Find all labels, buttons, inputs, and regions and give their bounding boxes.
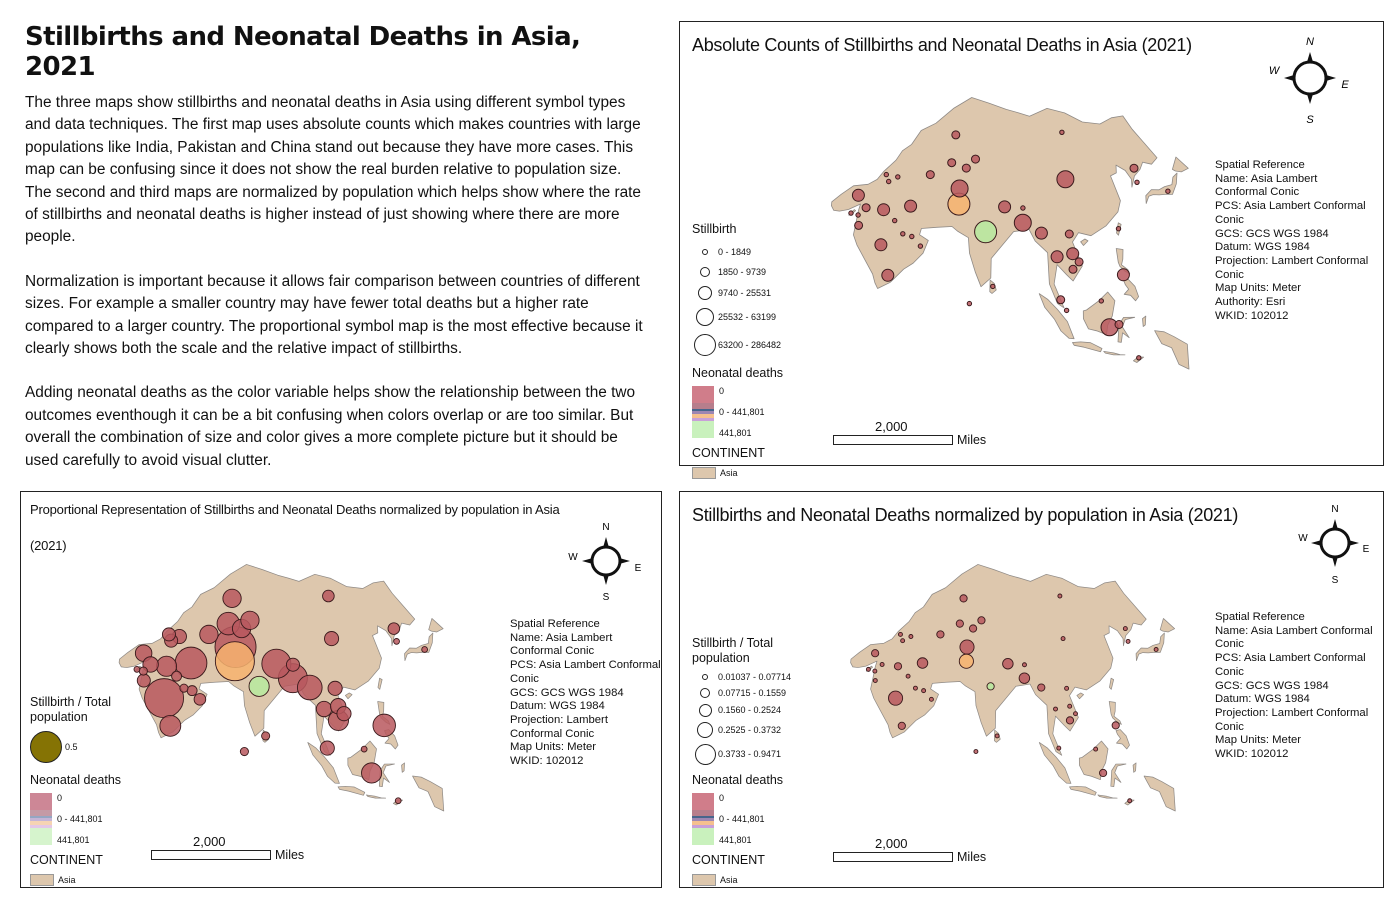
country-symbol: [901, 232, 905, 236]
country-symbol: [913, 686, 917, 690]
country-symbol: [880, 662, 884, 666]
country-symbol: [967, 301, 971, 305]
legend-continent-item: Asia: [30, 873, 121, 887]
country-symbol: [1065, 230, 1073, 238]
country-symbol: [1112, 722, 1119, 729]
country-symbol: [929, 697, 933, 701]
normalized-map-panel: Stillbirths and Neonatal Deaths normalized by population in Asia (2021) N S E W Stillbirth / Total population 0.01037 - 0.07714 0.07715 - 0.1559 0.1560 - 0.2524 0.2525 - 0.3732 0.3733 - 0.9471 Neonatal deaths 0 0 - 441,801 441,801 CONTINENT Asia Spatial Reference Name: Asia Lambert Conformal Conic PCS: Asia Lambert Conformal Conic GCS: GCS WGS 1984 Datum: WGS 1984 Projection: Lambert Conformal Conic Map Units: Meter WKID: 102012 2,000 Miles: [679, 491, 1384, 888]
legend-size-class: 9740 - 25531: [692, 282, 783, 304]
spatial-reference: Spatial Reference Name: Asia Lambert Conformal Conic PCS: Asia Lambert Conformal Conic GCS: GCS WGS 1984 Datum: WGS 1984 Projection: Lambert Conformal Conic Map Units: Meter WKID: 102012: [510, 618, 661, 768]
legend-circle: [702, 674, 708, 680]
panel-title-year: (2021): [30, 538, 67, 553]
country-symbol: [1115, 321, 1123, 329]
country-symbol: [362, 763, 382, 783]
country-symbol: [180, 684, 188, 692]
compass-w: W: [1268, 65, 1280, 77]
country-symbol: [286, 658, 299, 671]
country-symbol: [905, 200, 917, 212]
land-shape: [1144, 776, 1175, 811]
country-symbol: [1057, 746, 1061, 750]
land-shape: [405, 633, 433, 661]
panel-title: Stillbirths and Neonatal Deaths normalized by population in Asia (2021): [692, 505, 1239, 525]
asia-land: [831, 98, 1189, 370]
country-symbol: [849, 211, 853, 215]
country-symbol: [894, 663, 901, 670]
country-symbol: [422, 647, 428, 653]
legend-size-class: 0 - 1849: [692, 242, 783, 262]
panel-title: Absolute Counts of Stillbirths and Neonatal Deaths in Asia (2021): [692, 35, 1192, 55]
country-symbol: [1137, 356, 1141, 360]
compass-rose-icon: [1295, 498, 1375, 590]
country-symbol: [1019, 673, 1030, 684]
country-symbol: [337, 707, 351, 721]
legend-circle: [697, 722, 713, 738]
country-symbol: [896, 175, 900, 179]
country-symbol: [871, 650, 878, 657]
country-symbol: [1135, 180, 1139, 184]
country-symbol: [1021, 206, 1025, 210]
land-shape: [1070, 786, 1097, 795]
country-symbol: [978, 617, 985, 624]
legend-size-class: 63200 - 286482: [692, 330, 783, 360]
country-symbol: [394, 638, 400, 644]
compass-s: S: [1306, 114, 1314, 126]
country-symbol: [893, 218, 897, 222]
country-symbol: [187, 686, 197, 696]
country-symbol: [172, 671, 182, 681]
land-shape: [1111, 764, 1126, 787]
country-symbol: [960, 595, 967, 602]
land-shape: [1081, 239, 1088, 246]
country-symbol: [1065, 686, 1069, 690]
country-symbol: [145, 679, 184, 718]
country-symbol: [1069, 265, 1077, 273]
intro-paragraph-3: Adding neonatal deaths as the color variable helps show the relationship between the two outcomes eventhough it can be a bit confusing when colors overlap or are too similar. But overall the combination of size and color gives a more complete picture but it should be used carefully to avoid visual clutter.: [25, 384, 636, 469]
legend-neonatal-ramp: 0 0 - 441,801 441,801: [692, 386, 783, 438]
legend-neonatal-ramp: 0 0 - 441,801 441,801: [30, 793, 121, 845]
country-symbol: [1035, 227, 1047, 239]
land-shape: [1077, 693, 1084, 699]
land-shape: [1160, 618, 1174, 632]
legend-neonatal-ramp: 0 0 - 441,801 441,801: [692, 793, 791, 845]
country-symbol: [962, 164, 970, 172]
country-symbol: [162, 628, 175, 641]
country-symbol: [884, 172, 888, 176]
legend-continent-item: Asia: [692, 466, 783, 480]
country-symbol: [951, 180, 968, 197]
absolute-counts-map-panel: Absolute Counts of Stillbirths and Neonatal Deaths in Asia (2021) N S E W Stillbirth 0 - 1849 1850 - 9739 9740 - 25531 25532 - 63199 63200 - 286482 Neonatal deaths 0 0 - 441,801 441,801 CONTINENT Asia Spatial Reference Name: Asia Lambert Conformal Conic PCS: Asia Lambert Conformal Conic GCS: GCS WGS 1984 Datum: WGS 1984 Projection: Lambert Conformal Conic Map Units: Meter Authority: Esri WKID: 102012 2,000 Miles: [679, 21, 1384, 466]
country-symbol: [956, 620, 963, 627]
country-symbol: [873, 679, 877, 683]
country-symbol: [972, 155, 980, 163]
legend-ratio-title: Stillbirth / Total population: [30, 695, 112, 724]
spatial-reference: Spatial Reference Name: Asia Lambert Conformal Conic PCS: Asia Lambert Conformal Conic GCS: GCS WGS 1984 Datum: WGS 1984 Projection: Lambert Conformal Conic Map Units: Meter Authority: Esri WKID: 102012: [1215, 159, 1369, 322]
legend-circle: [695, 744, 716, 765]
country-symbol: [856, 213, 860, 217]
page-title: Stillbirths and Neonatal Deaths in Asia, 2021: [25, 22, 581, 82]
country-symbol: [910, 234, 914, 238]
country-symbol: [1060, 130, 1064, 134]
land-shape: [1143, 316, 1146, 326]
country-symbol: [991, 284, 995, 288]
compass-e: E: [1341, 79, 1349, 91]
land-shape: [345, 693, 352, 699]
proportional-map-panel: Proportional Representation of Stillbirths and Neonatal Deaths normalized by population in Asia (2021) N S E W Stillbirth / Total population 0.5 Neonatal deaths 0 0 - 441,801 441,801 CONTINENT Asia Spatial Reference Name: Asia Lambert Conformal Conic PCS: Asia Lambert Conformal Conic GCS: GCS WGS 1984 Datum: WGS 1984 Projection: Lambert Conformal Conic Map Units: Meter WKID: 102012 2,000 Miles: [20, 491, 662, 888]
country-symbol: [361, 746, 367, 752]
compass-rose-icon: [1270, 30, 1350, 125]
compass-n: N: [1306, 36, 1314, 48]
land-shape: [366, 795, 385, 798]
country-symbol: [1094, 747, 1098, 751]
country-symbol: [1075, 258, 1083, 266]
land-shape: [831, 98, 1157, 308]
country-symbol: [1058, 594, 1062, 598]
country-symbol: [926, 171, 934, 179]
country-symbol: [324, 632, 338, 646]
intro-paragraph-1: The three maps show stillbirths and neonatal deaths in Asia using different symbol types and data techniques. The first map uses absolute counts which makes countries with large populations like India, Pakistan and China stand out because they have more cases. This map can be confusing since it does not show the real burden relative to population size. The second and third maps are normalized by population which helps show where the rate of stillbirths and neonatal deaths is higher instead of just showing where there are more people.: [25, 94, 641, 246]
country-symbol: [862, 204, 870, 212]
legend-circle: [694, 334, 716, 356]
legend-size-class: 0.3733 - 0.9471: [692, 741, 791, 767]
compass-n: N: [602, 522, 610, 533]
country-symbol: [906, 674, 910, 678]
asia-map: [820, 534, 1260, 879]
country-symbol: [262, 732, 270, 740]
land-shape: [1098, 795, 1117, 798]
legend-size-class: 0.2525 - 0.3732: [692, 719, 791, 741]
intro-section: [25, 22, 650, 494]
country-symbol: [960, 640, 974, 654]
land-shape: [1133, 763, 1136, 772]
country-symbol: [937, 631, 944, 638]
country-symbol: [1099, 299, 1103, 303]
intro-paragraph-2: Normalization is important because it allows fair comparison between countries of different sizes. For example a smaller country may have fewer total deaths but a higher rate compared to a larger country. The proportional symbol map is the most effective because it clearly shows both the scale and the relative impact of stillbirths.: [25, 272, 643, 358]
map-legend: [30, 695, 121, 887]
country-symbol: [855, 221, 863, 229]
legend-circle: [30, 731, 62, 763]
land-shape: [1116, 730, 1130, 749]
country-symbol: [878, 204, 890, 216]
country-symbol: [1128, 799, 1132, 803]
country-symbol: [1126, 639, 1130, 643]
legend-size-class: 0.5: [30, 729, 121, 765]
land-shape: [413, 776, 444, 811]
country-symbol: [866, 667, 870, 671]
land-shape: [1104, 351, 1125, 355]
legend-circle: [702, 249, 708, 255]
panel-title: Proportional Representation of Stillbirths and Neonatal Deaths normalized by population in Asia: [30, 502, 560, 517]
country-symbol: [249, 676, 269, 696]
legend-circle: [696, 308, 714, 326]
land-shape: [851, 564, 1147, 755]
map-legend: [692, 222, 783, 480]
country-symbol: [1014, 214, 1031, 231]
country-symbol: [215, 642, 254, 681]
country-symbol: [194, 694, 206, 706]
country-symbol: [373, 714, 396, 737]
land-shape: [378, 678, 382, 689]
legend-circle: [698, 286, 712, 300]
country-symbol: [852, 189, 864, 201]
land-shape: [429, 618, 443, 632]
legend-size-class: 0.1560 - 0.2524: [692, 701, 791, 719]
country-symbol: [1130, 164, 1138, 172]
asia-map: [820, 64, 1260, 444]
land-shape: [1109, 702, 1121, 725]
country-symbol: [999, 201, 1011, 213]
spatial-reference: Spatial Reference Name: Asia Lambert Conformal Conic PCS: Asia Lambert Conformal Conic GCS: GCS WGS 1984 Datum: WGS 1984 Projection: Lambert Conformal Conic Map Units: Meter WKID: 102012: [1215, 611, 1373, 761]
country-symbol: [922, 689, 926, 693]
land-shape: [1155, 331, 1189, 370]
country-symbol: [241, 611, 259, 629]
country-symbol: [316, 701, 331, 716]
country-symbol: [134, 666, 140, 672]
country-symbol: [948, 159, 956, 167]
legend-continent-title: CONTINENT: [30, 853, 103, 867]
legend-continent-title: CONTINENT: [692, 853, 765, 867]
country-symbol: [160, 715, 181, 736]
country-symbol: [1057, 171, 1074, 188]
country-symbol: [240, 747, 248, 755]
country-symbol: [974, 750, 978, 754]
legend-size-class: 25532 - 63199: [692, 304, 783, 330]
country-symbol: [200, 625, 218, 643]
compass-e: E: [634, 563, 642, 574]
country-symbol: [1066, 717, 1073, 724]
country-symbol: [882, 269, 894, 281]
legend-neonatal-title: Neonatal deaths: [30, 773, 122, 787]
country-symbol: [995, 734, 999, 738]
country-symbol: [952, 131, 960, 139]
country-symbol: [975, 221, 997, 243]
country-symbol: [1061, 637, 1065, 641]
country-symbol: [223, 589, 241, 607]
land-shape: [1109, 678, 1113, 689]
country-symbol: [137, 674, 150, 687]
compass-e: E: [1362, 544, 1370, 555]
legend-circle: [700, 688, 710, 698]
land-shape: [402, 763, 405, 772]
legend-size-class: 1850 - 9739: [692, 262, 783, 282]
country-symbol: [1068, 704, 1072, 708]
map-legend: [692, 636, 791, 887]
country-symbol: [873, 669, 877, 673]
country-symbol: [1099, 769, 1106, 776]
legend-neonatal-title: Neonatal deaths: [692, 366, 784, 380]
country-symbol: [901, 639, 905, 643]
country-symbol: [875, 239, 887, 251]
land-shape: [1073, 342, 1103, 352]
country-symbol: [1057, 296, 1065, 304]
country-symbol: [1022, 663, 1026, 667]
country-symbol: [987, 683, 994, 690]
country-symbol: [959, 654, 973, 668]
country-symbol: [917, 658, 928, 669]
country-symbol: [1166, 189, 1170, 193]
compass-w: W: [568, 552, 578, 563]
compass-w: W: [1298, 533, 1308, 544]
land-shape: [338, 786, 365, 795]
legend-stillbirth-title: Stillbirth: [692, 222, 737, 236]
country-symbol: [1003, 658, 1014, 669]
country-symbol: [395, 798, 401, 804]
country-symbol: [887, 179, 891, 183]
country-symbol: [388, 623, 400, 635]
land-shape: [1172, 157, 1188, 172]
legend-circle: [700, 267, 710, 277]
country-symbol: [1064, 308, 1068, 312]
country-symbol: [1117, 269, 1129, 281]
country-symbol: [1051, 251, 1063, 263]
country-symbol: [909, 635, 913, 639]
country-symbol: [888, 691, 902, 705]
country-symbol: [1154, 647, 1158, 651]
asia-land: [851, 564, 1176, 811]
country-symbol: [918, 244, 922, 248]
country-symbol: [328, 681, 342, 695]
country-symbol: [1074, 712, 1078, 716]
country-symbol: [898, 722, 905, 729]
legend-size-class: 0.01037 - 0.07714: [692, 669, 791, 685]
country-symbol: [1123, 627, 1127, 631]
land-shape: [1146, 173, 1177, 204]
country-symbol: [1038, 684, 1045, 691]
country-symbol: [1054, 707, 1058, 711]
legend-circle: [699, 704, 712, 717]
country-symbol: [297, 675, 322, 700]
legend-neonatal-title: Neonatal deaths: [692, 773, 784, 787]
land-shape: [1124, 279, 1139, 300]
asia-map: [96, 534, 521, 879]
country-symbol: [1116, 227, 1120, 231]
legend-size-class: 0.07715 - 0.1559: [692, 685, 791, 701]
country-symbol: [139, 667, 147, 675]
compass-rose-icon: [566, 516, 646, 606]
country-symbol: [323, 590, 335, 602]
legend-continent-item: Asia: [692, 873, 791, 887]
country-symbol: [898, 632, 902, 636]
country-symbol: [1067, 248, 1079, 260]
legend-ratio-title: Stillbirth / Total population: [692, 636, 774, 665]
country-symbol: [969, 625, 976, 632]
compass-s: S: [1331, 575, 1339, 586]
land-shape: [1136, 633, 1164, 661]
country-symbol: [320, 741, 334, 755]
compass-n: N: [1331, 504, 1339, 515]
legend-continent-title: CONTINENT: [692, 446, 765, 460]
compass-s: S: [602, 592, 610, 603]
